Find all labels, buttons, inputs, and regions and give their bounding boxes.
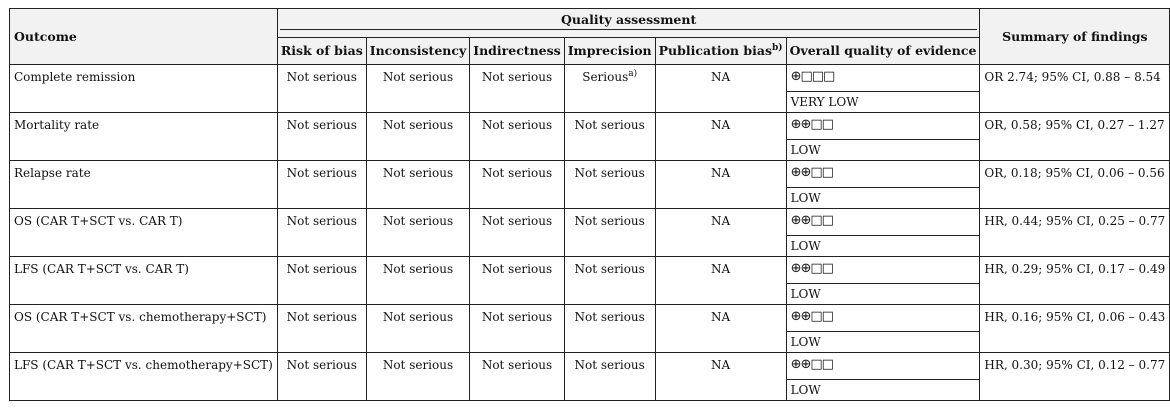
risk-of-bias-cell: Not serious bbox=[277, 113, 366, 161]
publication-bias-cell: NA bbox=[655, 65, 786, 113]
grade-symbols: ⊕⊕□□ bbox=[786, 209, 980, 236]
indirectness-header: Indirectness bbox=[470, 38, 564, 65]
quality-level-label: LOW bbox=[786, 380, 980, 401]
summary-of-findings-cell: HR, 0.16; 95% CI, 0.06 – 0.43 bbox=[980, 305, 1170, 353]
table-row bbox=[10, 161, 1170, 188]
outcome-cell: Complete remission bbox=[10, 65, 278, 113]
inconsistency-cell: Not serious bbox=[366, 161, 469, 209]
indirectness-cell: Not serious bbox=[470, 305, 564, 353]
grade-symbols: ⊕□□□ bbox=[786, 65, 980, 92]
quality-level-label: LOW bbox=[786, 236, 980, 257]
overall-quality-header: Overall quality of evidence bbox=[786, 38, 980, 65]
inconsistency-cell: Not serious bbox=[366, 257, 469, 305]
summary-of-findings-cell: OR, 0.18; 95% CI, 0.06 – 0.56 bbox=[980, 161, 1170, 209]
indirectness-cell: Not serious bbox=[470, 353, 564, 401]
table-row bbox=[10, 353, 1170, 380]
imprecision-value: Not serious bbox=[574, 262, 645, 276]
indirectness-cell: Not serious bbox=[470, 65, 564, 113]
outcome-cell: Relapse rate bbox=[10, 161, 278, 209]
quality-level-label: LOW bbox=[786, 140, 980, 161]
grade-symbols: ⊕⊕□□ bbox=[786, 161, 980, 188]
inconsistency-cell: Not serious bbox=[366, 209, 469, 257]
table-row bbox=[10, 65, 1170, 92]
publication-bias-cell: NA bbox=[655, 161, 786, 209]
imprecision-cell bbox=[564, 161, 655, 209]
indirectness-cell: Not serious bbox=[470, 257, 564, 305]
table-header bbox=[10, 9, 1170, 65]
table-row bbox=[10, 305, 1170, 332]
risk-of-bias-cell: Not serious bbox=[277, 65, 366, 113]
imprecision-value: Serious bbox=[582, 70, 629, 84]
imprecision-cell bbox=[564, 65, 655, 113]
imprecision-value: Not serious bbox=[574, 358, 645, 372]
risk-of-bias-cell: Not serious bbox=[277, 161, 366, 209]
risk-of-bias-cell: Not serious bbox=[277, 257, 366, 305]
publication-bias-footnote-marker: b) bbox=[772, 42, 783, 53]
outcome-cell: OS (CAR T+SCT vs. chemotherapy+SCT) bbox=[10, 305, 278, 353]
imprecision-value: Not serious bbox=[574, 310, 645, 324]
grade-evidence-table-container bbox=[9, 8, 1170, 401]
inconsistency-cell: Not serious bbox=[366, 353, 469, 401]
grade-symbols: ⊕⊕□□ bbox=[786, 113, 980, 140]
summary-of-findings-cell: HR, 0.29; 95% CI, 0.17 – 0.49 bbox=[980, 257, 1170, 305]
imprecision-cell bbox=[564, 209, 655, 257]
imprecision-header: Imprecision bbox=[564, 38, 655, 65]
quality-level-label: LOW bbox=[786, 332, 980, 353]
quality-assessment-header bbox=[277, 9, 980, 38]
quality-assessment-title: Quality assessment bbox=[280, 11, 978, 30]
outcome-cell: LFS (CAR T+SCT vs. chemotherapy+SCT) bbox=[10, 353, 278, 401]
indirectness-cell: Not serious bbox=[470, 161, 564, 209]
publication-bias-header bbox=[655, 38, 786, 65]
publication-bias-cell: NA bbox=[655, 305, 786, 353]
table-row bbox=[10, 257, 1170, 284]
outcome-cell: OS (CAR T+SCT vs. CAR T) bbox=[10, 209, 278, 257]
grade-evidence-table bbox=[9, 8, 1170, 401]
quality-level-label: VERY LOW bbox=[786, 92, 980, 113]
imprecision-cell bbox=[564, 257, 655, 305]
inconsistency-cell: Not serious bbox=[366, 113, 469, 161]
imprecision-value: Not serious bbox=[574, 118, 645, 132]
publication-bias-cell: NA bbox=[655, 113, 786, 161]
outcome-cell: Mortality rate bbox=[10, 113, 278, 161]
imprecision-footnote-marker: a) bbox=[628, 69, 638, 79]
risk-of-bias-cell: Not serious bbox=[277, 209, 366, 257]
table-row bbox=[10, 209, 1170, 236]
summary-of-findings-cell: HR, 0.30; 95% CI, 0.12 – 0.77 bbox=[980, 353, 1170, 401]
grade-symbols: ⊕⊕□□ bbox=[786, 353, 980, 380]
imprecision-value: Not serious bbox=[574, 214, 645, 228]
table-row bbox=[10, 113, 1170, 140]
quality-level-label: LOW bbox=[786, 284, 980, 305]
summary-of-findings-cell: HR, 0.44; 95% CI, 0.25 – 0.77 bbox=[980, 209, 1170, 257]
risk-of-bias-cell: Not serious bbox=[277, 353, 366, 401]
quality-level-label: LOW bbox=[786, 188, 980, 209]
grade-symbols: ⊕⊕□□ bbox=[786, 305, 980, 332]
table-body bbox=[10, 65, 1170, 401]
inconsistency-header: Inconsistency bbox=[366, 38, 469, 65]
imprecision-cell bbox=[564, 113, 655, 161]
imprecision-cell bbox=[564, 353, 655, 401]
summary-of-findings-cell: OR 2.74; 95% CI, 0.88 – 8.54 bbox=[980, 65, 1170, 113]
risk-of-bias-cell: Not serious bbox=[277, 305, 366, 353]
imprecision-value: Not serious bbox=[574, 166, 645, 180]
indirectness-cell: Not serious bbox=[470, 209, 564, 257]
summary-of-findings-header: Summary of findings bbox=[980, 9, 1170, 65]
publication-bias-label: Publication bias bbox=[658, 43, 773, 58]
risk-of-bias-header: Risk of bias bbox=[277, 38, 366, 65]
outcome-header: Outcome bbox=[10, 9, 278, 65]
indirectness-cell: Not serious bbox=[470, 113, 564, 161]
inconsistency-cell: Not serious bbox=[366, 305, 469, 353]
publication-bias-cell: NA bbox=[655, 353, 786, 401]
imprecision-cell bbox=[564, 305, 655, 353]
outcome-cell: LFS (CAR T+SCT vs. CAR T) bbox=[10, 257, 278, 305]
publication-bias-cell: NA bbox=[655, 209, 786, 257]
grade-symbols: ⊕⊕□□ bbox=[786, 257, 980, 284]
inconsistency-cell: Not serious bbox=[366, 65, 469, 113]
summary-of-findings-cell: OR, 0.58; 95% CI, 0.27 – 1.27 bbox=[980, 113, 1170, 161]
publication-bias-cell: NA bbox=[655, 257, 786, 305]
